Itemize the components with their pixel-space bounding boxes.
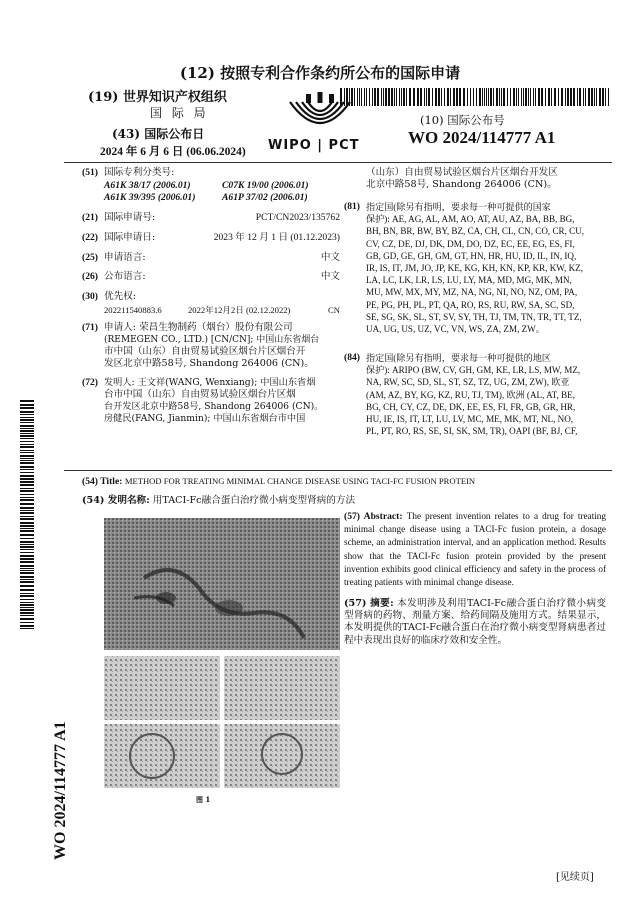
barcode-bar (479, 88, 481, 106)
barcode-bar (20, 576, 34, 578)
barcode-bar (20, 568, 34, 569)
barcode-bar (20, 425, 34, 427)
barcode-bar (438, 88, 440, 106)
field-application-number (82, 212, 340, 225)
barcode-bar (591, 88, 593, 106)
barcode-bar (435, 88, 437, 106)
barcode-bar (20, 490, 34, 492)
field-label: 国际申请号: (104, 212, 156, 223)
regions-line: 指定国(除另有指明，要求每一种可提供的地区 (366, 353, 551, 363)
barcode-bar (538, 88, 540, 106)
barcode-bar (20, 544, 34, 545)
barcode-bar (441, 88, 442, 106)
barcode-bar (20, 628, 34, 629)
barcode-bar (20, 419, 34, 421)
inventor-line: 台开发区北京中路58号, Shandong 264006 (CN)。 (104, 401, 324, 412)
regions-line: HU, IE, IS, IT, LT, LU, LV, MC, ME, MK, MT, NL, NO, (366, 414, 574, 425)
barcode-bar (521, 88, 522, 106)
continued-marker: [见续页] (556, 872, 594, 883)
barcode-bar (20, 481, 34, 483)
barcode-bar (20, 555, 34, 557)
field-code: (22) (82, 232, 98, 243)
side-barcode-icon (20, 400, 34, 630)
barcode-bar (533, 88, 534, 106)
divider (64, 470, 612, 471)
barcode-bar (369, 88, 370, 106)
barcode-bar (463, 88, 465, 106)
inventor-line: 台市中国（山东）自由贸易试验区烟台片区烟 (104, 389, 296, 400)
field-priority (82, 291, 340, 319)
barcode-bar (583, 88, 584, 106)
figure-caption: 图 1 (196, 795, 211, 804)
barcode-bar (20, 450, 34, 451)
barcode-bar (383, 88, 384, 106)
field-applicant (82, 322, 340, 372)
document-title: (12) 按照专利合作条约所公布的国际申请 (179, 64, 461, 82)
pub-date-label: (43) 国际公布日 (112, 127, 205, 141)
barcode-bar (558, 88, 559, 106)
micrograph-panel (104, 518, 340, 650)
barcode-bar (20, 522, 34, 524)
barcode-bar (20, 595, 34, 597)
barcode-bar (432, 88, 433, 106)
barcode-bar (20, 444, 34, 445)
barcode-bar (20, 618, 34, 620)
inventor-line: （山东）自由贸易试验区烟台片区烟台开发区 (366, 167, 558, 178)
states-line: GB, GD, GE, GH, GM, GT, HN, HR, HU, ID, IL, IN, IQ, (366, 250, 577, 261)
barcode-bar (377, 88, 379, 106)
pub-number: WO 2024/114777 A1 (408, 128, 556, 147)
states-line: CV, CZ, DE, DJ, DK, DM, DO, DZ, EC, EE, EG, ES, FI, (366, 238, 575, 249)
states-line: LA, LC, LK, LR, LS, LU, LY, MA, MD, MG, MK, MN, (366, 275, 572, 286)
barcode-bar (470, 88, 471, 106)
barcode-bar (594, 88, 595, 106)
barcode-bar (20, 455, 34, 457)
abstract-chinese (344, 598, 606, 647)
barcode-bar (510, 88, 511, 106)
barcode-bar (374, 88, 376, 106)
barcode-bar (503, 88, 505, 106)
barcode-bar (488, 88, 489, 106)
org-sub-name: 国 际 局 (150, 106, 209, 120)
ipc-class: A61P 37/02 (2006.01) (222, 192, 308, 203)
regions-line: (AM, AZ, BY, KG, KZ, RU, TJ, TM), 欧洲 (AL, AT, BE, (366, 389, 575, 400)
barcode-bar (391, 88, 393, 106)
title-code: (54) Title: (82, 476, 123, 487)
barcode-bar (417, 88, 419, 106)
pub-date: 2024 年 6 月 6 日 (06.06.2024) (100, 146, 246, 158)
regions-line: NA, RW, SC, SD, SL, ST, SZ, TZ, UG, ZM, ZW), 欧亚 (366, 377, 570, 388)
pub-no-label: (10) 国际公布号 (420, 113, 505, 127)
barcode-bar (20, 414, 34, 415)
micrograph-panel (104, 656, 220, 720)
field-code: (30) (82, 291, 98, 302)
barcode-bar (20, 579, 34, 580)
barcode-bar (420, 88, 422, 106)
priority-number: 202211540883.6 (104, 305, 162, 315)
barcode-bar (385, 88, 387, 106)
barcode-bar (20, 518, 34, 520)
barcode-bar (20, 585, 34, 587)
barcode-icon (340, 88, 610, 106)
barcode-bar (486, 88, 487, 106)
barcode-bar (20, 546, 34, 548)
barcode-bar (20, 625, 34, 627)
field-label: 申请语言: (104, 252, 146, 263)
barcode-bar (361, 88, 362, 106)
states-line: BH, BN, BR, BW, BY, BZ, CA, CH, CL, CN, CO, CR, CU, (366, 226, 585, 237)
states-line: PE, PG, PH, PL, PT, QA, RO, RS, RU, RW, SA, SC, SD, (366, 299, 575, 310)
barcode-bar (20, 604, 34, 606)
barcode-bar (548, 88, 550, 106)
barcode-bar (541, 88, 543, 106)
field-publication-language (82, 271, 340, 284)
field-label: 国际申请日: (104, 232, 156, 243)
barcode-bar (20, 400, 34, 402)
barcode-bar (20, 609, 34, 611)
barcode-bar (20, 507, 34, 509)
regions-line: 保护): ARIPO (BW, CV, GH, GM, KE, LR, LS, MW, MZ, (366, 365, 581, 376)
barcode-bar (447, 88, 449, 106)
barcode-bar (596, 88, 597, 106)
abstract-text: 本发明涉及利用TACI-Fc融合蛋白治疗微小病变型肾病的药物、剂量方案、给药间隔及施用方式。结果显示，本发明提供的TACI-Fc融合蛋白在治疗微小病变型肾病患者过程中表现出良好的临床疗效和安全性。 (344, 598, 606, 646)
barcode-bar (473, 88, 474, 106)
barcode-bar (518, 88, 519, 106)
barcode-bar (20, 475, 34, 477)
barcode-bar (20, 512, 34, 514)
applicant-line: 申请人: 荣昌生物制药（烟台）股份有限公司 (104, 322, 293, 333)
wipo-logo-icon (282, 92, 358, 144)
barcode-bar (20, 458, 34, 459)
histology-figure (104, 518, 340, 790)
barcode-bar (493, 88, 494, 106)
applicant-line: 市中国（山东）自由贸易试验区烟台片区烟台开 (104, 346, 306, 357)
barcode-bar (394, 88, 395, 106)
barcode-bar (525, 88, 527, 106)
barcode-bar (399, 88, 400, 106)
bibliographic-left-column (82, 167, 340, 467)
barcode-bar (523, 88, 524, 106)
barcode-bar (482, 88, 483, 106)
designated-states-text (366, 201, 606, 335)
priority-country: CN (328, 305, 340, 315)
barcode-bar (20, 430, 34, 432)
priority-date: 2022年12月2日 (02.12.2022) (188, 305, 291, 315)
barcode-bar (396, 88, 397, 106)
abstract-english (344, 510, 606, 589)
wipo-logo-text: WIPO | PCT (268, 138, 360, 153)
side-publication-number: WO 2024/114777 A1 (52, 721, 69, 860)
states-line: IR, IS, IT, JM, JO, JP, KE, KG, KH, KN, KP, KR, KW, KZ, (366, 263, 583, 274)
field-value: 中文 (320, 252, 340, 263)
barcode-bar (20, 552, 34, 553)
barcode-bar (20, 422, 34, 423)
field-label: 国际专利分类号: (104, 167, 175, 178)
states-line: 指定国(除另有指明，要求每一种可提供的国家 (366, 202, 551, 212)
states-line: MU, MW, MX, MY, MZ, NA, NG, NI, NO, NZ, OM, PA, (366, 287, 578, 298)
barcode-bar (456, 88, 458, 106)
field-code: (72) (82, 377, 98, 388)
inventor-line: 北京中路58号, Shandong 264006 (CN)。 (366, 179, 557, 191)
barcode-bar (20, 472, 34, 473)
field-designated-states-regional (344, 352, 606, 442)
barcode-bar (20, 497, 34, 498)
barcode-bar (567, 88, 569, 106)
barcode-bar (20, 516, 34, 517)
barcode-bar (20, 499, 34, 501)
ipc-class: A61K 39/395 (2006.01) (104, 192, 196, 203)
barcode-bar (450, 88, 451, 106)
field-code: (51) (82, 167, 98, 178)
applicant-line: 发区北京中路58号, Shandong 264006 (CN)。 (104, 358, 314, 369)
barcode-bar (20, 411, 34, 413)
barcode-bar (20, 438, 34, 439)
barcode-bar (20, 589, 34, 591)
barcode-bar (20, 570, 34, 571)
title-text: 用TACI-Fc融合蛋白治疗微小病变型肾病的方法 (152, 495, 356, 506)
barcode-bar (413, 88, 415, 106)
barcode-bar (20, 612, 34, 614)
barcode-bar (424, 88, 425, 106)
barcode-bar (20, 466, 34, 468)
barcode-bar (501, 88, 502, 106)
inventor-line: 房健民(FANG, Jianmin); 中国山东省烟台市中国 (104, 413, 306, 424)
org-name: (19) 世界知识产权组织 (88, 90, 227, 105)
barcode-bar (403, 88, 405, 106)
barcode-bar (579, 88, 581, 106)
ipc-class: A61K 38/17 (2006.01) (104, 180, 191, 191)
barcode-bar (20, 530, 34, 532)
barcode-bar (585, 88, 586, 106)
barcode-bar (490, 88, 492, 106)
barcode-bar (476, 88, 477, 106)
barcode-bar (20, 593, 34, 594)
barcode-bar (453, 88, 455, 106)
barcode-bar (20, 404, 34, 406)
barcode-bar (20, 469, 34, 470)
inventor-line: 发明人: 王文祥(WANG, Wenxiang); 中国山东省烟 (104, 377, 316, 388)
barcode-bar (565, 88, 566, 106)
barcode-bar (545, 88, 546, 106)
applicant-line: (REMEGEN CO., LTD.) [CN/CN]; 中国山东省烟台 (104, 335, 320, 345)
barcode-bar (406, 88, 407, 106)
inventor-address-continued (366, 167, 606, 193)
title-text: METHOD FOR TREATING MINIMAL CHANGE DISEASE USING TACI-FC FUSION PROTEIN (124, 476, 476, 486)
field-code: (81) (344, 201, 360, 212)
barcode-bar (401, 88, 402, 106)
field-filing-date (82, 232, 340, 245)
micrograph-panel (104, 724, 220, 788)
barcode-bar (605, 88, 606, 106)
barcode-bar (428, 88, 430, 106)
field-inventors (82, 377, 340, 429)
barcode-bar (20, 615, 34, 616)
barcode-bar (20, 561, 34, 563)
barcode-bar (20, 478, 34, 480)
divider (64, 162, 612, 163)
bibliographic-right-column (344, 167, 606, 467)
barcode-bar (499, 88, 500, 106)
barcode-bar (20, 435, 34, 437)
barcode-bar (426, 88, 427, 106)
barcode-bar (535, 88, 536, 106)
barcode-bar (20, 622, 34, 623)
barcode-bar (20, 565, 34, 567)
field-code: (71) (82, 322, 98, 333)
barcode-bar (20, 452, 34, 453)
barcode-bar (372, 88, 373, 106)
field-filing-language (82, 252, 340, 265)
abstract-code: (57) 摘要: (344, 598, 394, 609)
field-label: 公布语言: (104, 271, 146, 282)
barcode-bar (20, 572, 34, 574)
field-value: 中文 (320, 271, 340, 282)
barcode-bar (20, 538, 34, 539)
title-code: (54) 发明名称: (82, 495, 150, 506)
barcode-bar (20, 581, 34, 583)
regions-line: PL, PT, RO, RS, SE, SI, SK, SM, TR), OAPI (BF, BJ, CF, (366, 426, 578, 437)
barcode-bar (573, 88, 575, 106)
barcode-bar (602, 88, 604, 106)
barcode-bar (20, 407, 34, 409)
field-code: (21) (82, 212, 98, 223)
barcode-bar (20, 549, 34, 550)
regions-line: BG, CH, CY, CZ, DE, DK, EE, ES, FI, FR, GB, GR, HR, (366, 401, 576, 412)
barcode-bar (554, 88, 556, 106)
micrograph-panel (224, 656, 340, 720)
field-code: (26) (82, 271, 98, 282)
barcode-bar (570, 88, 572, 106)
barcode-bar (467, 88, 468, 106)
field-value: PCT/CN2023/135762 (255, 212, 340, 223)
barcode-bar (20, 460, 34, 461)
barcode-bar (20, 528, 34, 529)
field-code: (25) (82, 252, 98, 263)
barcode-bar (599, 88, 601, 106)
barcode-bar (20, 510, 34, 511)
ipc-class: C07K 19/00 (2006.01) (222, 180, 309, 191)
barcode-bar (20, 484, 34, 486)
barcode-bar (20, 534, 34, 536)
barcode-bar (577, 88, 578, 106)
barcode-bar (20, 433, 34, 434)
barcode-bar (20, 602, 34, 603)
barcode-bar (20, 488, 34, 489)
abstract-code: (57) Abstract: (344, 511, 403, 522)
barcode-bar (20, 494, 34, 495)
barcode-bar (551, 88, 552, 106)
barcode-bar (588, 88, 590, 106)
barcode-bar (496, 88, 498, 106)
barcode-bar (366, 88, 367, 106)
barcode-bar (484, 88, 485, 106)
states-line: UA, UG, US, UZ, VC, VN, WS, ZA, ZM, ZW。 (366, 324, 545, 335)
barcode-bar (388, 88, 390, 106)
field-value: 2023 年 12 月 1 日 (01.12.2023) (213, 232, 340, 243)
states-line: SE, SG, SK, SL, ST, SV, SY, TH, TJ, TM, TN, TR, TT, TZ, (366, 311, 582, 322)
barcode-bar (516, 88, 517, 106)
barcode-bar (409, 88, 411, 106)
field-ipc (82, 167, 340, 207)
barcode-bar (20, 541, 34, 543)
barcode-bar (608, 88, 609, 106)
barcode-bar (20, 525, 34, 527)
barcode-bar (513, 88, 515, 106)
abstract-text: The present invention relates to a drug for treating minimal change disease using a TACI-Fc fusion protein, a dosage scheme, an administration interval, and an application method. Results show that the TACI-Fc fusion protein provided by the present invention exhibits good clinical efficiency and safety in the process of treating patients with minimal change disease. (344, 511, 606, 588)
barcode-bar (507, 88, 508, 106)
field-designated-states-national (344, 201, 606, 341)
barcode-bar (381, 88, 382, 106)
barcode-bar (561, 88, 563, 106)
barcode-bar (364, 88, 365, 106)
field-code: (84) (344, 352, 360, 363)
barcode-bar (20, 446, 34, 448)
barcode-bar (20, 558, 34, 560)
barcode-bar (359, 88, 360, 106)
barcode-bar (20, 607, 34, 608)
barcode-bar (444, 88, 445, 106)
field-label: 优先权: (104, 291, 137, 302)
barcode-bar (459, 88, 461, 106)
barcode-bar (20, 428, 34, 429)
barcode-bar (20, 462, 34, 464)
title-english (82, 476, 475, 487)
barcode-bar (20, 417, 34, 418)
barcode-bar (20, 599, 34, 600)
states-line: 保护): AE, AG, AL, AM, AO, AT, AU, AZ, BA, BB, BG, (366, 214, 575, 225)
title-chinese (82, 492, 355, 506)
barcode-bar (530, 88, 531, 106)
designated-regions-text (366, 352, 606, 437)
barcode-bar (528, 88, 529, 106)
barcode-bar (20, 441, 34, 442)
barcode-bar (20, 503, 34, 505)
